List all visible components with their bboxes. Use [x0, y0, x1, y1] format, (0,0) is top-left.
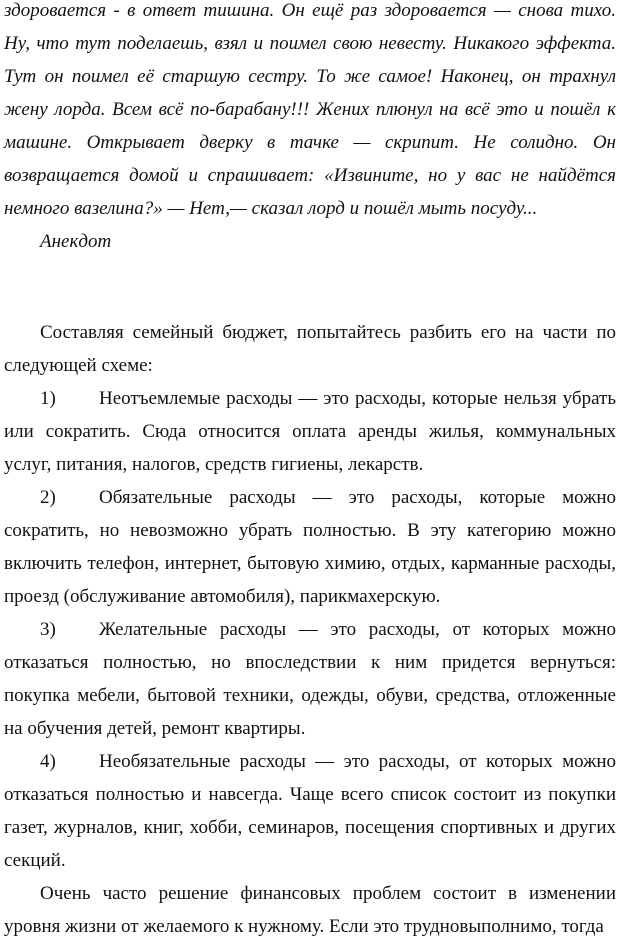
list-item-text: Желательные расходы — это расходы, от которых можно отказаться полностью, но впоследствии к ним придется вернуться: покупка мебели, бытовой техники, одежды, обуви, средства, отложенные на обучения детей, ремонт квартиры.: [4, 619, 616, 739]
section-spacer: [0, 258, 620, 316]
list-item: [0, 382, 620, 481]
list-item: [0, 481, 620, 613]
joke-signature: Анекдот: [40, 231, 112, 252]
list-item-number: 3): [40, 619, 56, 640]
list-item: [0, 613, 620, 745]
closing-paragraph: Очень часто решение финансовых проблем состоит в изменении уровня жизни от желаемого к нужному. Если это трудновыполнимо, тогда: [4, 883, 616, 937]
list-item-text: Необязательные расходы — это расходы, от которых можно отказаться полностью и навсегда. Чаще всего список состоит из покупки газет, журналов, книг, хобби, семинаров, посещения спортивных и других секций.: [4, 751, 616, 871]
list-item-number: 2): [40, 487, 56, 508]
joke-paragraph: здоровается - в ответ тишина. Он ещё раз здоровается — снова тихо. Ну, что тут поделаешь, взял и поимел свою невесту. Никакого эффекта. Тут он поимел её старшую сестру. То же самое! Наконец, он трахнул жену лорда. Всем всё по-барабану!!! Жених плюнул на всё это и пошёл к машине. Открывает дверку в тачке — скрипит. Не солидно. Он возвращается домой и спрашивает: «Извините, но у вас не найдётся немного вазелина?» — Нет,— сказал лорд и пошёл мыть посуду...: [4, 0, 616, 219]
list-item-number: 4): [40, 751, 56, 772]
list-item-number: 1): [40, 388, 56, 409]
list-item: [0, 745, 620, 877]
list-item-text: Обязательные расходы — это расходы, которые можно сократить, но невозможно убрать полностью. В эту категорию можно включить телефон, интернет, бытовую химию, отдых, карманные расходы, проезд (обслуживание автомобиля), парикмахерскую.: [4, 487, 616, 607]
budget-intro-paragraph: Составляя семейный бюджет, попытайтесь разбить его на части по следующей схеме:: [4, 322, 616, 376]
list-item-text: Неотъемлемые расходы — это расходы, которые нельзя убрать или сократить. Сюда относится оплата аренды жилья, коммунальных услуг, питания, налогов, средств гигиены, лекарств.: [4, 388, 616, 475]
